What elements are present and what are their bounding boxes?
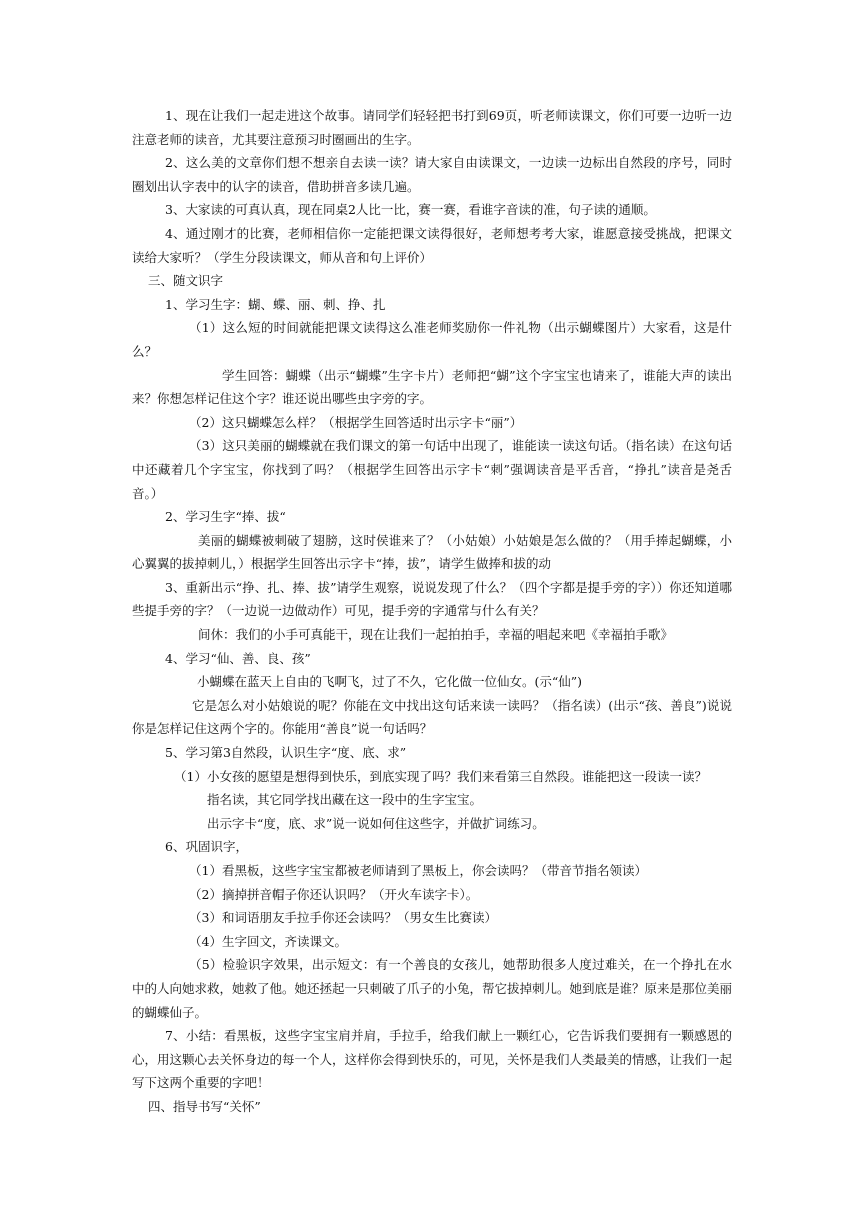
paragraph-butterfly-hurt: 美丽的蝴蝶被刺破了翅膀，这时侯谁来了？（小姑娘）小姑娘是怎么做的？（用手捧起蝴蝶，小心翼翼的拔掉刺儿，）根据学生回答出示字卡“捧，拔”，请学生做捧和拔的动	[132, 532, 732, 572]
paragraph-step-1: 1、现在让我们一起走进这个故事。请同学们轻轻把书打到69页，听老师读课文，你们可要一边听一边注意老师的读音，尤其要注意预习时圈画出的生字。	[132, 108, 732, 147]
paragraph-step-3: 3、大家读的可真认真，现在同桌2人比一比，赛一赛，看谁字音读的准，句子读的通顺。	[165, 202, 656, 218]
paragraph-consolidate-3: （3）和词语朋友手拉手你还会读吗？（男女生比赛读）	[189, 910, 497, 926]
paragraph-consolidate-5: （5）检验识字效果，出示短文：有一个善良的女孩儿，她帮助很多人度过难关，在一个挣扎在水中的人向她求救，她救了他。她还拯起一只刺破了爪子的小兔，帮它拔掉刺儿。她到底是谁？原来是那位美丽的蝴蝶仙子。	[132, 957, 733, 1020]
section-heading-3: 三、随文识字	[148, 273, 224, 289]
paragraph-step-4: 4、通过刚才的比赛，老师相信你一定能把课文读得很好，老师想考考大家，谁愿意接受挑战，把课文读给大家听？（学生分段读课文，师从音和句上评价）	[132, 225, 732, 265]
paragraph-step-2: 2、这么美的文章你们想不想亲自去读一读？请大家自由读课文，一边读一边标出自然段的序号，同时圈划出认字表中的认字的读音，借助拼音多读几遍。	[132, 155, 732, 194]
paragraph-show-cards: 出示字卡“度，底、求”说一说如何住这些字，并做扩词练习。	[207, 815, 545, 831]
paragraph-item-3: （3）这只美丽的蝴蝶就在我们课文的第一句话中出现了，谁能读一读这句话。（指名读）在这句话中还藏着几个字宝宝，你找到了吗？（根据学生回答出示字卡“刺”强调读音是平舌音，“挣扎”读音是尧舌音。）	[132, 438, 732, 501]
paragraph-consolidate-2: （2）摘掉拼音帽子你还认识吗？（开火车读字卡）。	[189, 886, 479, 902]
subheading-learn-chars-2: 2、学习生字“捧、拔“	[165, 509, 286, 525]
paragraph-consolidate-4: （4）生字回文，齐读课文。	[189, 933, 347, 949]
subheading-learn-chars-5: 5、学习第3自然段，认识生字“度、底、求”	[165, 745, 407, 761]
paragraph-fairy: 小蝴蝶在蓝天上自由的飞啊飞，过了不久，它化做一位仙女。(示“仙”)	[197, 674, 583, 690]
section-heading-4: 四、指导书写“关怀”	[148, 1098, 261, 1114]
subheading-learn-chars-1: 1、学习生字：蝴、蝶、丽、刺、挣、扎	[165, 296, 386, 312]
paragraph-summary: 7、小结：看黑板，这些字宝宝肩并肩，手拉手，给我们献上一颗红心，它告诉我们要拥有一颗感恩的心，用这颗心去关怀身边的每一个人，这样你会得到快乐的，可见，关怀是我们人类最美的情感，让我们一起写下这两个重要的字吧！	[132, 1028, 733, 1091]
paragraph-item-1: （1）这么短的时间就能把课文读得这么准老师奖励你一件礼物（出示蝴蝶图片）大家看，这是什么？	[132, 320, 732, 359]
paragraph-step-show-again: 3、重新出示“挣、扎、捧、拔”请学生观察，说说发现了什么？（四个字都是提手旁的字））你还知道哪些提手旁的字？（一边说一边做动作）可见，提手旁的字通常与什么有关？	[132, 579, 732, 619]
paragraph-break-song: 间休：我们的小手可真能干，现在让我们一起拍拍手，幸福的唱起来吧《幸福拍手歌》	[198, 627, 674, 643]
paragraph-fairy-said: 它是怎么对小姑娘说的呢？你能在文中找出这句话来读一读吗？（指名读）(出示“孩、善良”)说说你是怎样记住这两个字的。你能用“善良”说一句话吗？	[132, 697, 732, 737]
paragraph-item-2: （2）这只蝴蝶怎么样？（根据学生回答适时出示字卡“丽”）	[189, 414, 523, 430]
paragraph-name-read: 指名读，其它同学找出藏在这一段中的生字宝宝。	[207, 792, 483, 808]
subheading-learn-chars-4: 4、学习“仙、善、良、孩”	[165, 650, 311, 666]
subheading-consolidate: 6、巩固识字，	[165, 839, 248, 855]
paragraph-student-answer: 学生回答：蝴蝶（出示“蝴蝶”生字卡片）老师把“蝴”这个字宝宝也请来了，谁能大声的读出来？你想怎样记住这个字？谁还说出哪些虫字旁的字。	[132, 367, 732, 407]
lesson-body	[132, 104, 732, 1119]
paragraph-consolidate-1: （1）看黑板，这些字宝宝都被老师请到了黑板上，你会读吗？（带音节指名领读）	[189, 863, 647, 878]
paragraph-wish: （1）小女孩的愿望是想得到快乐，到底实现了吗？我们来看第三自然段。谁能把这一段读一读？	[174, 768, 707, 784]
